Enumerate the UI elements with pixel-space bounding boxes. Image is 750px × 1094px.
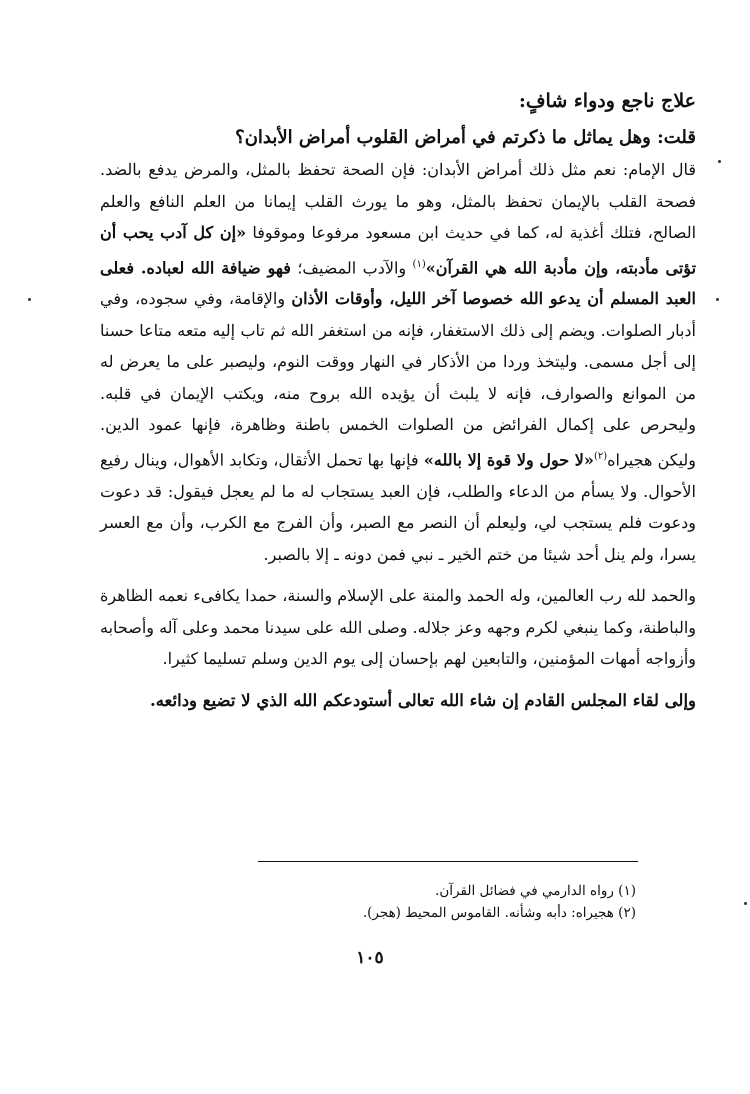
page-number: ١٠٥	[356, 948, 384, 968]
scan-speck	[718, 160, 721, 163]
answer-bold-2: فهو ضيافة الله لعباده. فعلى العبد المسلم أن يدعو الله خصوصا آخر الليل، وأوقات الأذان	[100, 257, 697, 309]
page-body	[100, 86, 696, 717]
closing-line: وإلى لقاء المجلس القادم إن شاء الله تعالى أستودعكم الله الذي لا تضيع ودائعه.	[149, 690, 696, 710]
footnote-divider	[258, 861, 638, 862]
scan-speck	[28, 298, 31, 301]
answer-text-2: والآدب المضيف؛	[297, 257, 407, 277]
footnote-ref-1: (١)	[412, 258, 426, 270]
hadith-quote-1: «إن كل آدب يحب أن تؤتى مأدبته، وإن مأدبة الله هي القرآن»	[100, 223, 697, 277]
scan-speck	[744, 902, 747, 905]
answer-text-1: قال الإمام: نعم مثل ذلك أمراض الأبدان: فإن الصحة تحفظ بالمثل، والمرض يدفع بالضد. فصحة القلب بالإيمان تحفظ بالمثل، وهو ما يورث القلب إيمانا من العلم النافع والعلم الصالح، فتلك أغذية له، كما في حديث ابن مسعود مرفوعا وموقوفا	[100, 160, 697, 242]
footnote-2: (٢) هجيراه: دأبه وشأنه. القاموس المحيط (هجر).	[362, 905, 636, 921]
question: قلت: وهل يماثل ما ذكرتم في أمراض القلوب أمراض الأبدان؟	[235, 127, 696, 148]
answer-text-4: فإنها بها تحمل الأثقال، وتكابد الأهوال، وينال رفيع الأحوال. ولا يسأم من الدعاء والطلب، فإن العبد يستجاب له ما لم يعجل فيقول: قد دعوت ودعوت فلم يستجب لي، وليعلم أن النصر مع الصبر، وأن الفرج مع الكرب، وأن مع العسر يسرا، ولم ينل أحد شيئا من ختم الخير ـ نبي فمن دونه ـ إلا بالصبر.	[100, 450, 696, 564]
praise-paragraph: والحمد لله رب العالمين، وله الحمد والمنة على الإسلام والسنة، حمدا يكافىء نعمه الظاهرة والباطنة، وكما ينبغي لكرم وجهه وعز جلاله. وصلى الله على سيدنا محمد وعلى آله وأصحابه وأزواجه أمهات المؤمنين، والتابعين لهم بإحسان إلى يوم الدين وسلم تسليما كثيرا.	[100, 586, 696, 669]
answer-text-3: والإقامة، وفي سجوده، وفي أدبار الصلوات. ويضم إلى ذلك الاستغفار، فإنه من استغفر الله ثم تاب إليه متعه متاعا حسنا إلى أجل مسمى. وليتخذ وردا من الأذكار في النهار ووقت النوم، وليصبر على ما يعرض له من الموانع والصوارف، فإنه لا يلبث أن يؤيده الله بروح منه، ويكتب الإيمان في قلبه. وليحرص على إكمال الفرائض من الصلوات الخمس باطنة وظاهرة، فإنها عمود الدين. وليكن هجيراه	[100, 289, 697, 470]
hadith-quote-2: «لا حول ولا قوة إلا بالله»	[423, 450, 594, 470]
section-title: علاج ناجع ودواء شافٍ:	[518, 90, 696, 112]
footnote-ref-2: (٢)	[593, 450, 608, 462]
scan-speck	[716, 298, 719, 301]
answer-paragraph	[100, 154, 696, 570]
footnotes	[100, 880, 636, 924]
footnote-1: (١) رواه الدارمي في فضائل القرآن.	[435, 883, 636, 899]
